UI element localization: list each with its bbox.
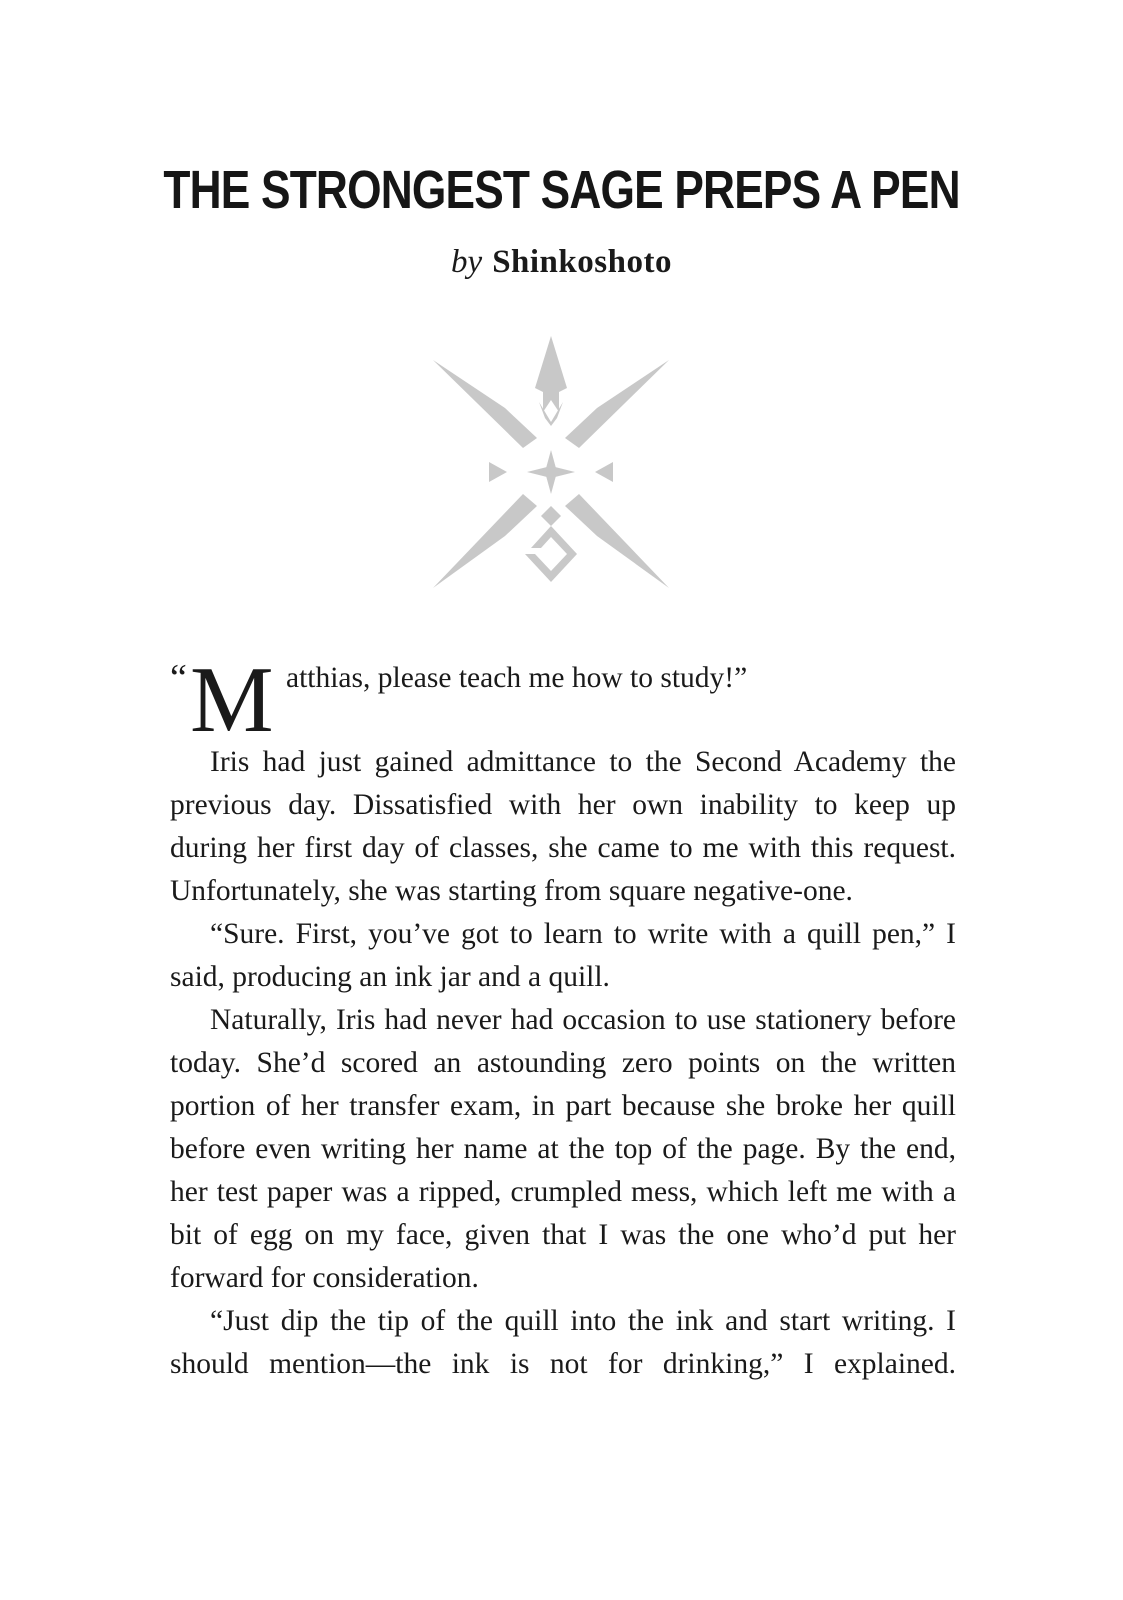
chapter-title: THE STRONGEST SAGE PREPS A PEN	[163, 160, 960, 220]
author-name: Shinkoshoto	[492, 244, 672, 280]
star-emblem-icon	[431, 330, 671, 594]
opening-quote-mark: “	[170, 657, 187, 699]
paragraph: “Sure. First, you’ve got to learn to write with a quill pen,” I said, producing an ink jar and a quill.	[170, 918, 956, 993]
drop-cap: M	[190, 648, 274, 752]
opening-line	[170, 648, 956, 752]
paragraph: “Just dip the tip of the quill into the ink and start writing. I should mention—the ink is not for drinking,” I explained.	[170, 1305, 956, 1380]
paragraph: Iris had just gained admittance to the Second Academy the previous day. Dissatisfied with her own inability to keep up during her first day of classes, she came to me with this request. Unfortunately, she was starting from square negative-one.	[170, 746, 956, 907]
paragraph: Naturally, Iris had never had occasion to use stationery before today. She’d scored an astounding zero points on the written portion of her transfer exam, in part because she broke her quill before even writing her name at the top of the page. By the end, her test paper was a ripped, crumpled mess, which left me with a bit of egg on my face, given that I was the one who’d put her forward for consideration.	[170, 1004, 956, 1294]
byline-by: by	[451, 244, 483, 280]
chapter-body	[170, 648, 956, 1386]
opening-line-text: atthias, please teach me how to study!”	[286, 662, 748, 694]
byline	[0, 240, 1123, 284]
